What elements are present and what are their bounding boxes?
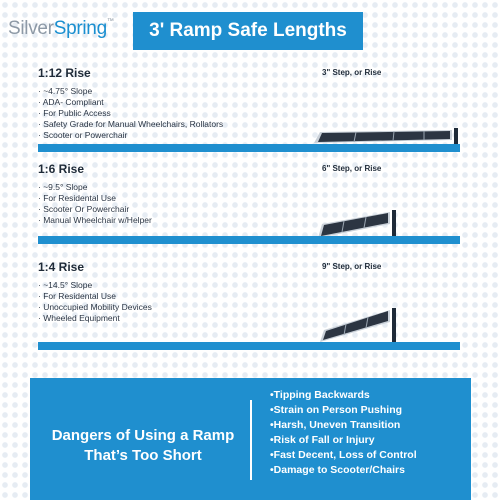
page-title bbox=[133, 12, 363, 50]
step-label: 3" Step, or Rise bbox=[322, 68, 382, 77]
logo-silver-text: Silver bbox=[8, 18, 54, 39]
list-item: · ~4.75° Slope bbox=[38, 86, 93, 96]
section-1-6-rise bbox=[0, 162, 500, 252]
page-title-text: 3' Ramp Safe Lengths bbox=[149, 20, 347, 41]
list-item: · Manual Wheelchair w/Helper bbox=[38, 215, 152, 225]
step-label: 6" Step, or Rise bbox=[322, 164, 382, 173]
list-item: · For Residental Use bbox=[38, 193, 116, 203]
list-item: · For Public Access bbox=[38, 108, 111, 118]
dangers-panel bbox=[30, 378, 471, 500]
list-item: · Safety Grade for Manual Wheelchairs, Rollators bbox=[38, 119, 224, 129]
rise-title: 1:12 Rise bbox=[38, 66, 91, 80]
floor-band bbox=[38, 236, 460, 244]
floor-band bbox=[38, 144, 460, 152]
rise-title: 1:4 Rise bbox=[38, 260, 85, 274]
list-item: •Damage to Scooter/Chairs bbox=[270, 464, 405, 476]
list-item: · Unoccupied Mobility Devices bbox=[38, 302, 152, 312]
feature-list bbox=[38, 280, 152, 324]
list-item: •Risk of Fall or Injury bbox=[270, 434, 375, 446]
floor-band bbox=[38, 342, 460, 350]
divider bbox=[250, 400, 252, 480]
list-item: · For Residental Use bbox=[38, 291, 116, 301]
feature-list bbox=[38, 86, 223, 141]
list-item: · ~14.5° Slope bbox=[38, 280, 93, 290]
silverspring-logo bbox=[8, 18, 114, 40]
list-item: •Tipping Backwards bbox=[270, 389, 370, 401]
list-item: · Scooter Or Powerchair bbox=[38, 204, 130, 214]
section-1-4-rise bbox=[0, 260, 500, 356]
list-item: · Wheeled Equipment bbox=[38, 313, 120, 323]
feature-list bbox=[38, 182, 152, 226]
dangers-heading: Dangers of Using a Ramp That’s Too Short bbox=[51, 427, 235, 464]
step-label: 9" Step, or Rise bbox=[322, 262, 382, 271]
list-item: •Strain on Person Pushing bbox=[270, 404, 403, 416]
rise-title: 1:6 Rise bbox=[38, 162, 85, 176]
list-item: •Harsh, Uneven Transition bbox=[270, 419, 401, 431]
dangers-list bbox=[270, 388, 417, 478]
section-1-12-rise bbox=[0, 66, 500, 156]
logo-spring-text: Spring bbox=[53, 18, 107, 39]
ramp-illustration-icon bbox=[300, 300, 460, 346]
list-item: · Scooter or Powerchair bbox=[38, 130, 128, 140]
list-item: · ADA- Compliant bbox=[38, 97, 104, 107]
logo-trademark: ™ bbox=[106, 18, 114, 25]
list-item: · ~9.5° Slope bbox=[38, 182, 88, 192]
list-item: •Fast Decent, Loss of Control bbox=[270, 449, 417, 461]
